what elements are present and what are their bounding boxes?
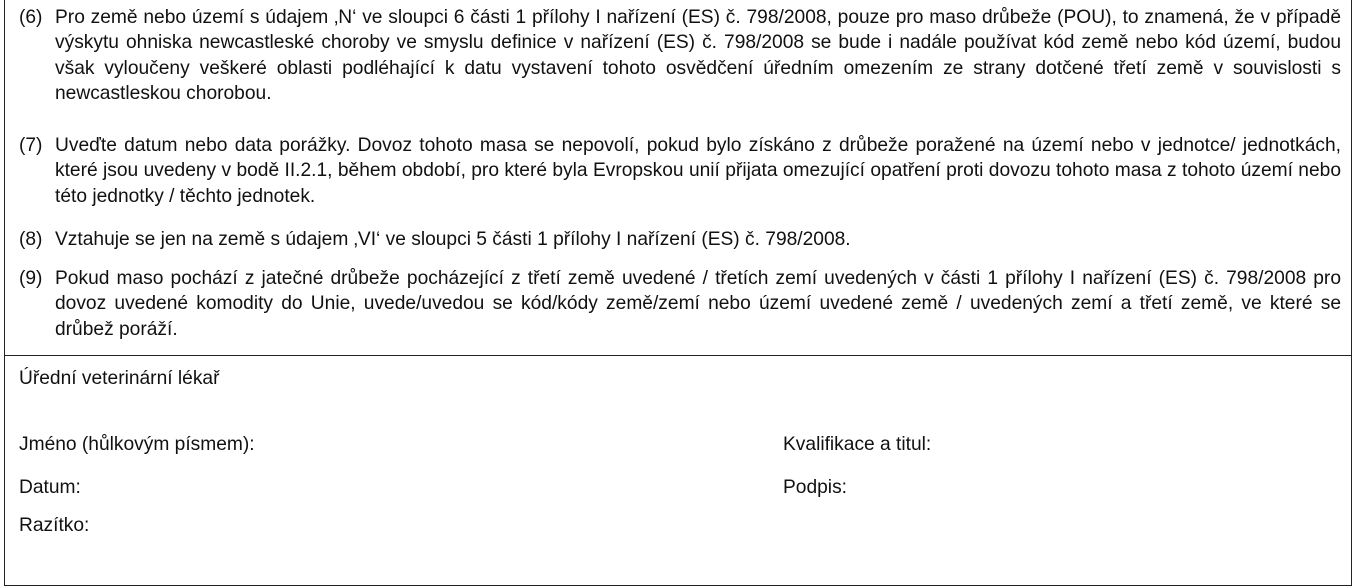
footnote-text: Vztahuje se jen na země s údajem ‚VI‘ ve sloupci 5 části 1 přílohy I nařízení (ES) č. 798/2008. <box>55 229 851 250</box>
footnote-text: Pro země nebo území s údajem ‚N‘ ve sloupci 6 části 1 přílohy I nařízení (ES) č. 798/2008, pouze pro maso drůbeže (POU), to znamená, že v případě výskytu ohniska newcastleské choroby ve smyslu definice v nařízení (ES) č. 798/2008 se bude i nadále používat kód země nebo kód území, budou však vyloučeny veškeré oblasti podléhající k datu vystavení tohoto osvědčení úředním omezením ze strany dotčené třetí země v souvislosti s newcastleskou chorobou. <box>55 7 1341 104</box>
footnote-number: (7) <box>19 135 43 156</box>
footnote-number: (8) <box>19 229 43 250</box>
date-label: Datum: <box>19 477 81 498</box>
name-label: Jméno (hůlkovým písmem): <box>19 434 255 455</box>
footnote-7 <box>19 133 1341 209</box>
footnote-text: Pokud maso pochází z jatečné drůbeže pocházející z třetí země uvedené / třetích zemí uvedených v části 1 přílohy I nařízení (ES) č. 798/2008 pro dovoz uvedené komodity do Unie, uvede/uvedou se kód/kódy země/zemí nebo území uvedené země / uvedených zemí a třetí země, ve které se drůbež poráží. <box>55 268 1341 340</box>
certificate-frame <box>4 0 1352 586</box>
footnote-6 <box>19 5 1341 106</box>
footnote-9 <box>19 266 1341 342</box>
signature-label: Podpis: <box>783 477 847 498</box>
footnotes-section <box>5 0 1351 356</box>
stamp-label: Razítko: <box>19 515 90 536</box>
footnote-8 <box>19 227 1341 252</box>
official-veterinarian-heading: Úřední veterinární lékař <box>19 368 220 389</box>
footnote-number: (6) <box>19 7 43 28</box>
qualification-label: Kvalifikace a titul: <box>783 434 932 455</box>
footnote-text: Uveďte datum nebo data porážky. Dovoz tohoto masa se nepovolí, pokud bylo získáno z drůbeže poražené na území nebo v jednotce/ jednotkách, které jsou uvedeny v bodě II.2.1, během období, pro které byla Evropskou unií přijata omezující opatření proti dovozu tohoto masa z tohoto území nebo této jednotky / těchto jednotek. <box>55 135 1341 207</box>
footnote-number: (9) <box>19 268 43 289</box>
